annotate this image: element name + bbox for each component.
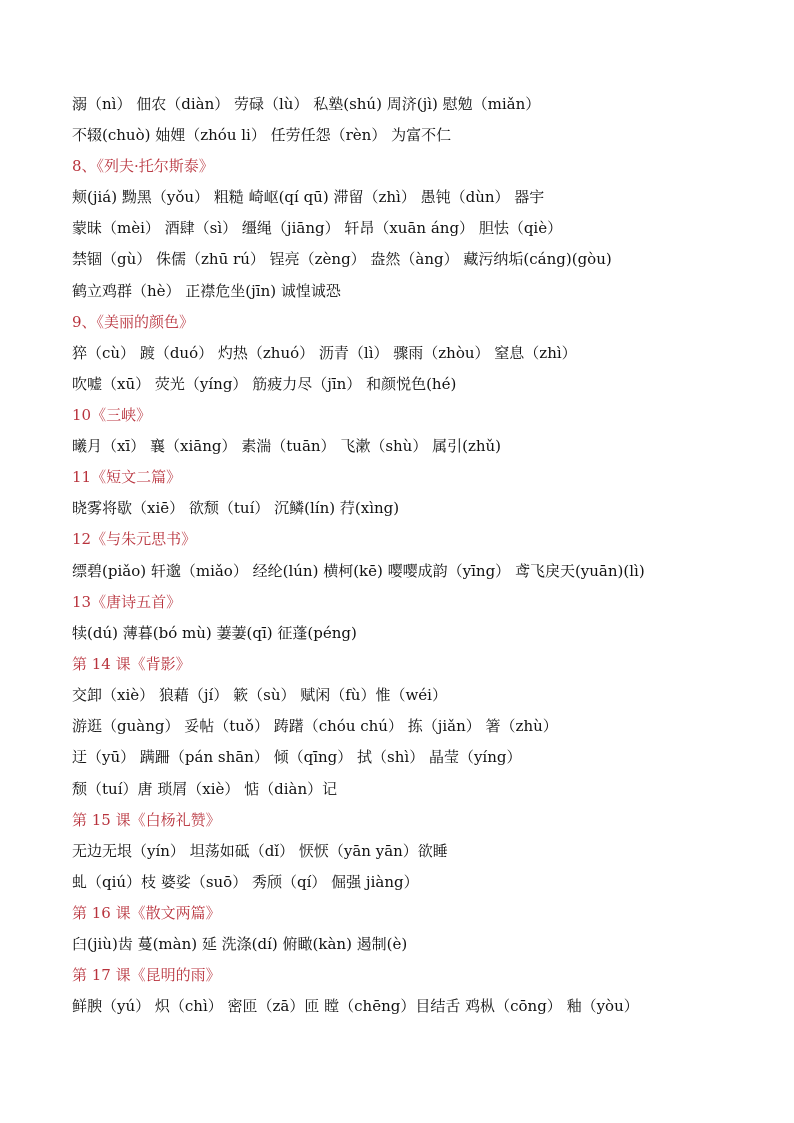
lesson-heading: 9、《美丽的颜色》 [72, 313, 195, 331]
text-line: 吹嘘（xū） 荧光（yíng） 筋疲力尽（jīn） 和颜悦色(hé) [72, 375, 457, 393]
text-line: 蒙昧（mèi） 酒肆（sì） 缰绳（jiāng） 轩昂（xuān áng） 胆怯（qiè） [72, 219, 563, 237]
lesson-heading: 第 14 课《背影》 [72, 655, 191, 673]
text-line: 犊(dú) 薄暮(bó mù) 萋萋(qī) 征蓬(péng) [72, 624, 357, 642]
lesson-heading: 10《三峡》 [72, 406, 152, 424]
text-line: 溺（nì） 佃农（diàn） 劳碌（lù） 私塾(shú) 周济(jì) 慰勉（miǎn） [72, 95, 541, 113]
lesson-heading: 第 16 课《散文两篇》 [72, 904, 221, 922]
text-line: 颓（tuí）唐 琐屑（xiè） 惦（diàn）记 [72, 780, 338, 798]
text-line: 迂（yū） 蹒跚（pán shān） 倾（qīng） 拭（shì） 晶莹（yíng） [72, 748, 522, 766]
text-line: 颊(jiá) 黝黑（yǒu） 粗糙 崎岖(qí qū) 滞留（zhì） 愚钝（dùn） 器宇 [72, 188, 545, 206]
lesson-heading: 11《短文二篇》 [72, 468, 182, 486]
text-line: 鲜腴（yú） 炽（chì） 密匝（zā）匝 瞠（chēng）目结舌 鸡枞（cōng） 釉（yòu） [72, 997, 639, 1015]
text-line: 缥碧(piǎo) 轩邈（miǎo） 经纶(lún) 横柯(kē) 嘤嘤成韵（yīng） 鸢飞戾天(yuān)(lì) [72, 562, 645, 580]
text-line: 晓雾将歇（xiē） 欲颓（tuí） 沉鳞(lín) 荇(xìng) [72, 499, 400, 517]
lesson-heading: 8、《列夫·托尔斯泰》 [72, 157, 214, 175]
text-line: 臼(jiù)齿 蔓(màn) 延 洗涤(dí) 俯瞰(kàn) 遏制(è) [72, 935, 408, 953]
lesson-heading: 13《唐诗五首》 [72, 593, 182, 611]
lesson-heading: 12《与朱元思书》 [72, 530, 197, 548]
text-line: 曦月（xī） 襄（xiāng） 素湍（tuān） 飞漱（shù） 属引(zhǔ) [72, 437, 502, 455]
lesson-heading: 第 15 课《白杨礼赞》 [72, 811, 221, 829]
text-line: 游逛（guàng） 妥帖（tuǒ） 踌躇（chóu chú） 拣（jiǎn） 箸（zhù） [72, 717, 558, 735]
text-line: 禁锢（gù） 侏儒（zhū rú） 锃亮（zèng） 盎然（àng） 藏污纳垢(cáng)(gòu) [72, 250, 612, 268]
lesson-heading: 第 17 课《昆明的雨》 [72, 966, 221, 984]
text-line: 虬（qiú）枝 婆娑（suō） 秀颀（qí） 倔强 jiàng） [72, 873, 419, 891]
text-line: 无边无垠（yín） 坦荡如砥（dǐ） 恹恹（yān yān）欲睡 [72, 842, 448, 860]
text-line: 交卸（xiè） 狼藉（jí） 簌（sù） 赋闲（fù）惟（wéi） [72, 686, 447, 704]
text-line: 鹤立鸡群（hè） 正襟危坐(jīn) 诚惶诚恐 [72, 282, 341, 300]
text-line: 猝（cù） 踱（duó） 灼热（zhuó） 沥青（lì） 骤雨（zhòu） 窒息（zhì） [72, 344, 577, 362]
text-line: 不辍(chuò) 妯娌（zhóu li） 任劳任怨（rèn） 为富不仁 [72, 126, 452, 144]
